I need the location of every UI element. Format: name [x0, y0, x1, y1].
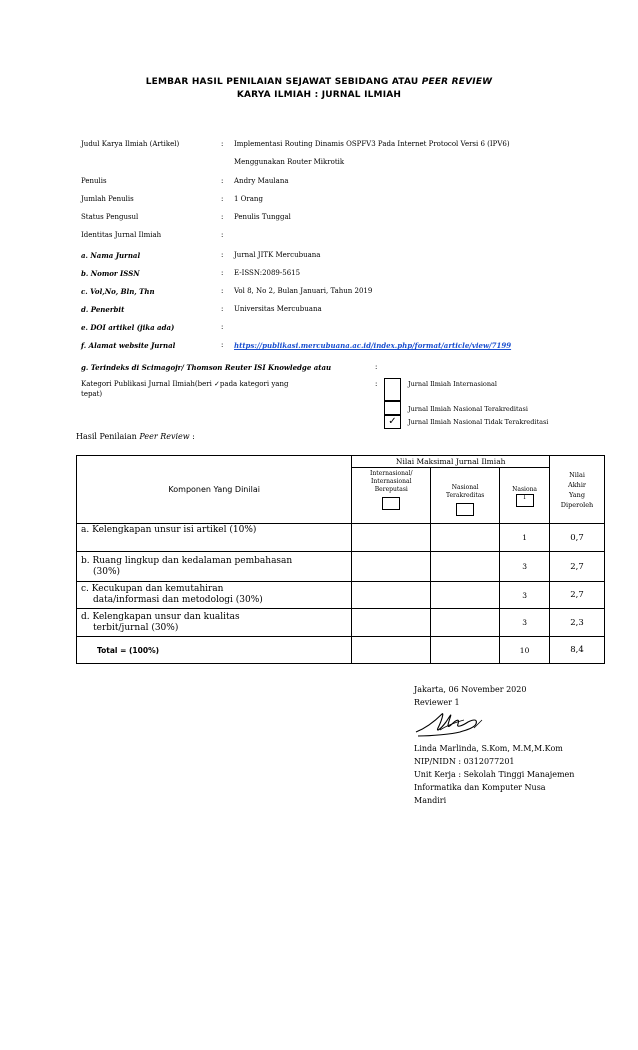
signature-unit-1: Unit Kerja : Sekolah Tinggi Manajemen [414, 770, 575, 779]
cell-nasional3: 1 [500, 524, 550, 552]
colon: : [375, 363, 378, 371]
doi-label: e. DOI artikel (jika ada) [81, 323, 175, 332]
nilai-akhir-line: Diperoleh [560, 500, 594, 509]
cell-internasional [352, 524, 431, 552]
internasional-checkbox[interactable] [382, 497, 400, 510]
status-value: Penulis Tunggal [234, 213, 291, 221]
judul-value-2: Menggunakan Router Mikrotik [234, 158, 345, 166]
cell-internasional [352, 609, 431, 637]
kategori-checkbox-internasional[interactable] [384, 378, 401, 401]
colon: : [221, 323, 224, 331]
row-label-line: a. Kelengkapan unsur isi artikel (10%) [81, 525, 257, 535]
penulis-label: Penulis [81, 177, 107, 185]
issn-label: b. Nomor ISSN [81, 269, 140, 278]
col-internasional-header [352, 468, 431, 524]
colon: : [221, 305, 224, 313]
row-label-line: data/informasi dan metodologi (30%) [93, 595, 263, 605]
cell-nilai-akhir: 0,7 [550, 524, 605, 552]
kategori-checkbox-terakreditasi[interactable] [384, 401, 401, 415]
total-row [77, 637, 605, 664]
website-label: f. Alamat website Jurnal [81, 341, 176, 350]
cell-internasional [352, 582, 431, 609]
signature-unit-2: Informatika dan Komputer Nusa [414, 783, 546, 792]
kategori-option-terakreditasi: Jurnal Ilmiah Nasional Terakreditasi [408, 405, 528, 413]
colon: : [221, 195, 224, 203]
colon: : [221, 140, 224, 148]
col-nasional-header [431, 468, 500, 524]
hasil-label [76, 432, 195, 441]
total-nilai-akhir: 8,4 [550, 637, 605, 664]
document-title [0, 77, 638, 87]
row-label-line: c. Kecukupan dan kemutahiran [81, 584, 224, 594]
nilai-akhir-line: Yang [569, 490, 586, 499]
judul-label: Judul Karya Ilmiah (Artikel) [81, 140, 180, 148]
signature-name: Linda Marlinda, S.Kom, M.M,M.Kom [414, 744, 563, 753]
terindeks-label: g. Terindeks di Scimagojr/ Thomson Reuter ISI Knowledge atau [81, 363, 332, 372]
cell-nasional [431, 552, 500, 582]
row-label [77, 524, 352, 552]
document-subtitle: KARYA ILMIAH : JURNAL ILMIAH [236, 90, 402, 100]
colon: : [221, 251, 224, 259]
signature-place-date: Jakarta, 06 November 2020 [414, 685, 527, 694]
penerbit-value: Universitas Mercubuana [234, 305, 322, 313]
cell-internasional [352, 552, 431, 582]
issn-value: E-ISSN:2089-5615 [234, 269, 301, 277]
cell-nasional [431, 524, 500, 552]
title-peer-review: PEER REVIEW [421, 77, 493, 87]
komponen-header: Komponen Yang Dinilai [77, 456, 352, 524]
cell-internasional [352, 637, 431, 664]
vol-value: Vol 8, No 2, Bulan Januari, Tahun 2019 [234, 287, 373, 295]
row-label-line: b. Ruang lingkup dan kedalaman pembahasan [81, 555, 293, 566]
row-label-line: d. Kelengkapan unsur dan kualitas [81, 611, 240, 622]
penulis-value: Andry Maulana [234, 177, 289, 185]
kategori-checkbox-tidak-terakreditasi[interactable] [384, 415, 401, 429]
title-line1: LEMBAR HASIL PENILAIAN SEJAWAT SEBIDANG ATAU [145, 77, 422, 87]
nilai-maksimal-header: Nilai Maksimal Jurnal Ilmiah [352, 456, 550, 468]
colon: : [221, 213, 224, 221]
cell-nilai-akhir: 2,7 [550, 552, 605, 582]
hasil-label-italic: Peer Review [139, 432, 190, 441]
colon: : [221, 287, 224, 295]
kategori-label-2: tepat) [81, 390, 103, 398]
nilai-akhir-line: Akhir [568, 480, 587, 489]
col-nasional-line: Nasional [451, 484, 479, 491]
table-row [77, 582, 605, 609]
score-table [76, 455, 605, 664]
colon: : [221, 231, 224, 239]
cell-nasional [431, 609, 500, 637]
hasil-label-text: Hasil Penilaian [76, 432, 140, 441]
colon: : [221, 177, 224, 185]
table-row [77, 552, 605, 582]
table-row [77, 609, 605, 637]
col-internasional-line: Internasional [371, 478, 412, 485]
table-row [77, 524, 605, 552]
row-label [77, 552, 352, 582]
identitas-label: Identitas Jurnal Ilmiah [81, 231, 162, 239]
nilai-akhir-line: Nilai [569, 470, 585, 479]
signature-role: Reviewer 1 [414, 698, 460, 707]
col-internasional-line: Bereputasi [374, 486, 408, 493]
kategori-option-tidak-terakreditasi: Jurnal Ilmiah Nasional Tidak Terakreditasi [408, 418, 549, 426]
col-nasional-line: Terakreditas [445, 492, 485, 499]
row-label-line: terbit/jurnal (30%) [93, 622, 179, 633]
colon: : [221, 341, 224, 349]
vol-label: c. Vol,No, Bln, Thn [81, 287, 155, 296]
row-label [77, 582, 352, 609]
jumlah-value: 1 Orang [234, 195, 263, 203]
col-internasional-line: Internasional/ [370, 470, 413, 477]
colon: : [221, 269, 224, 277]
jumlah-label: Jumlah Penulis [81, 195, 134, 203]
kategori-label-1: Kategori Publikasi Jurnal Ilmiah(beri ✓pada kategori yang [81, 380, 289, 388]
signature-unit-3: Mandiri [414, 796, 447, 805]
colon: : [375, 380, 378, 388]
row-label-line: (30%) [93, 566, 121, 577]
col-nasional3-line: Nasiona [512, 486, 538, 493]
penerbit-label: d. Penerbit [81, 305, 125, 314]
cell-nasional3: 3 [500, 609, 550, 637]
website-link[interactable]: https://publikasi.mercubuana.ac.id/index.php/format/article/view/7199 [234, 341, 512, 350]
status-label: Status Pengusul [81, 213, 139, 221]
kategori-option-internasional: Jurnal Ilmiah Internasional [408, 380, 497, 388]
cell-nasional3: 3 [500, 582, 550, 609]
cell-nasional [431, 637, 500, 664]
nama-value: Jurnal JITK Mercubuana [234, 251, 321, 259]
cell-nasional [431, 582, 500, 609]
signature-image [412, 708, 492, 740]
cell-nasional3: 3 [500, 552, 550, 582]
nasional-checkbox[interactable] [456, 503, 474, 516]
row-label [77, 609, 352, 637]
cell-nilai-akhir: 2,3 [550, 609, 605, 637]
total-nasional3: 10 [500, 637, 550, 664]
total-label: Total = (100%) [77, 637, 352, 664]
cell-nilai-akhir: 2,7 [550, 582, 605, 609]
check-mark-icon: ✓ [388, 416, 397, 427]
col-nasional3-line: l [523, 494, 526, 501]
hasil-label-colon: : [189, 432, 195, 441]
nama-label: a. Nama Jurnal [81, 251, 141, 260]
col-nasional3-header [500, 468, 550, 524]
nilai-akhir-header [550, 456, 605, 524]
signature-nip: NIP/NIDN : 0312077201 [414, 757, 515, 766]
judul-value-1: Implementasi Routing Dinamis OSPFV3 Pada Internet Protocol Versi 6 (IPV6) [234, 140, 510, 148]
